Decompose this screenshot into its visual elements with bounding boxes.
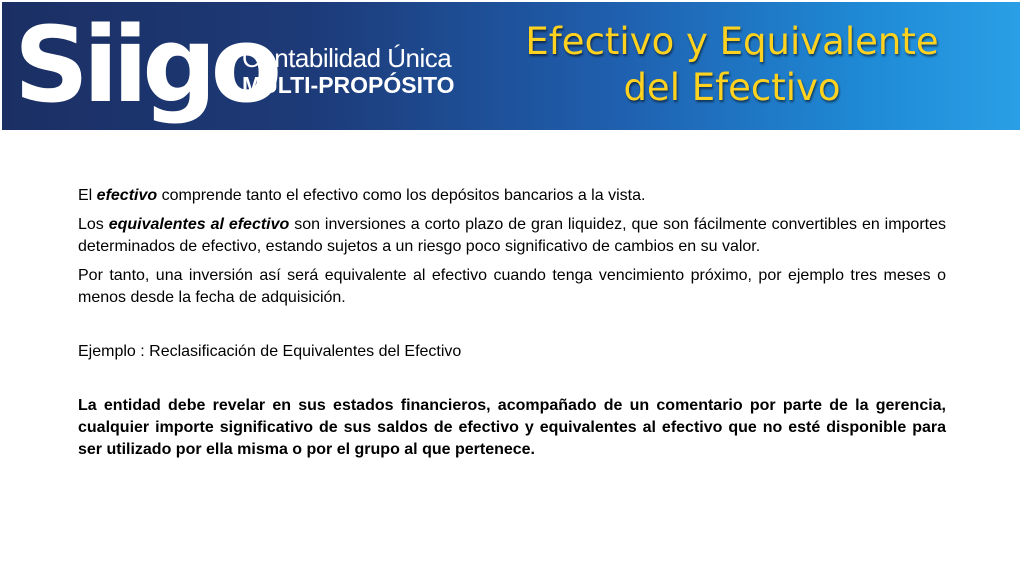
slide-title-line2: del Efectivo: [623, 66, 841, 109]
slide-title-line1: Efectivo y Equivalente: [525, 20, 939, 63]
header-banner: [2, 2, 1020, 130]
product-name: [242, 44, 455, 98]
term-efectivo: efectivo: [96, 187, 158, 204]
paragraph-equivalentes-post: son inversiones a corto plazo de gran liquidez, que son fácilmente convertibles en importes determinados de efectivo, estando sujetos a un riesgo poco significativo de cambios en su valor.: [78, 216, 946, 255]
term-equivalentes: equivalentes al efectivo: [108, 216, 290, 233]
paragraph-equivalentes: [78, 214, 946, 258]
paragraph-efectivo: [78, 185, 946, 207]
slide-body: [78, 185, 946, 468]
paragraph-revelar: La entidad debe revelar en sus estados financieros, acompañado de un comentario por parte de la gerencia, cualquier importe significativo de sus saldos de efectivo y equivalentes al efectivo que no esté disponible para ser utilizado por ella misma o por el grupo al que pertenece.: [78, 397, 946, 458]
paragraph-efectivo-pre: El: [78, 187, 97, 204]
paragraph-efectivo-post: comprende tanto el efectivo como los depósitos bancarios a la vista.: [157, 187, 646, 204]
paragraph-equivalentes-pre: Los: [78, 216, 109, 233]
siigo-logo: Siigo: [14, 4, 277, 126]
product-name-line1: Contabilidad Única: [242, 43, 452, 73]
paragraph-ejemplo: Ejemplo : Reclasificación de Equivalentes del Efectivo: [78, 343, 462, 360]
slide-title: [522, 19, 942, 111]
paragraph-inversion: Por tanto, una inversión así será equivalente al efectivo cuando tenga vencimiento próximo, por ejemplo tres meses o menos desde la fecha de adquisición.: [78, 267, 946, 306]
product-name-line2: MULTI-PROPÓSITO: [242, 72, 455, 98]
